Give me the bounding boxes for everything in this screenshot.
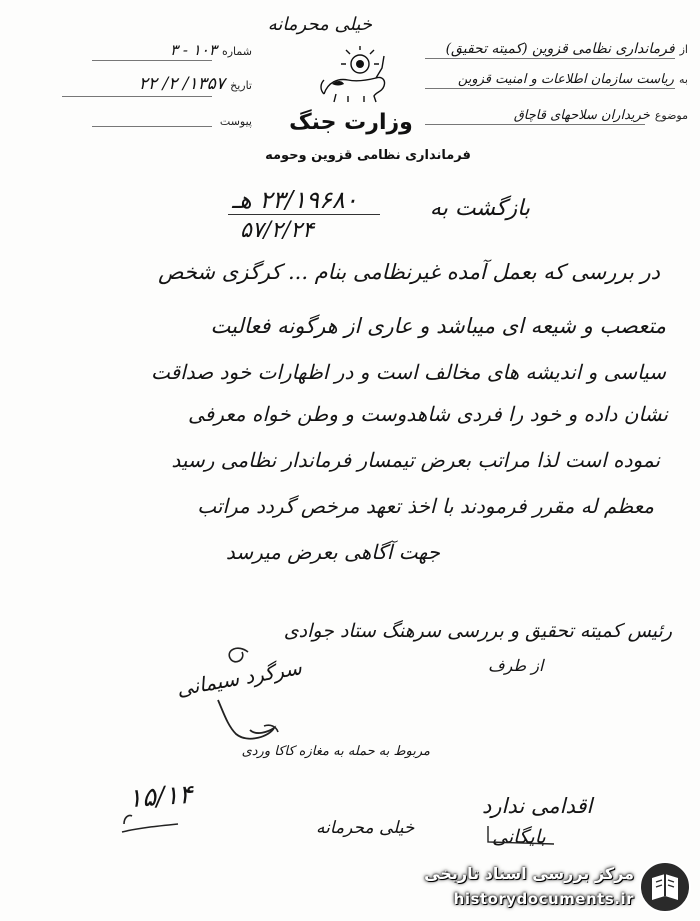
from-row	[418, 38, 688, 57]
date-row	[58, 74, 252, 94]
subject-underline	[425, 124, 645, 125]
number-value: ۱۰۳ - ۳	[170, 41, 217, 59]
ministry-title: وزارت جنگ	[289, 110, 413, 135]
body-line-5: نموده است لذا مراتب بعرض تیمسار فرماندار نظامی رسید	[171, 448, 660, 472]
lion-and-sun-emblem-icon	[318, 44, 392, 104]
left-number: ۱۵/۱۴	[127, 779, 194, 815]
closing-title-line: رئیس کمیته تحقیق و بررسی سرهنگ ستاد جوادی	[283, 620, 672, 642]
registration-date: ۵۷/۲/۲۴	[240, 218, 314, 243]
registration-number: ۲۳/۱۹۶۸۰ هـ	[232, 186, 358, 214]
top-confidential-note: خیلی محرمانه	[267, 14, 372, 35]
body-line-2: متعصب و شیعه ای میباشد و عاری از هرگونه فعالیت	[210, 314, 666, 338]
watermark-url: historydocuments.ir	[453, 890, 634, 908]
to-underline	[425, 88, 675, 89]
subject-row	[418, 104, 688, 123]
body-line-6: معظم له مقرر فرمودند با اخذ تعهد مرخص گردد مراتب	[197, 494, 654, 518]
to-value: ریاست سازمان اطلاعات و امنیت قزوین	[457, 72, 674, 87]
attachment-label: پیوست	[219, 115, 252, 128]
number-label: شماره	[221, 45, 252, 58]
number-row	[92, 40, 252, 59]
closing-signature-name: سرگرد سیمانی	[174, 655, 304, 701]
action-note-bracket-icon	[484, 820, 564, 850]
watermark	[414, 856, 696, 918]
action-note-2: بایگانی	[492, 826, 546, 848]
closing-from-line: از طرف	[488, 656, 544, 675]
body-line-3: سیاسی و اندیشه های مخالف است و در اظهارات خود صداقت	[151, 360, 666, 384]
action-note-1: اقدامی ندارد	[482, 794, 593, 818]
from-underline	[425, 58, 675, 59]
registration-reference: بازگشت به	[429, 196, 530, 221]
left-number-underline-icon	[118, 798, 228, 838]
subject-label: موضوع	[654, 109, 688, 122]
date-value: ۱۳۵۷/ ۲/ ۲۲	[138, 74, 226, 94]
body-line-7: جهت آگاهی بعرض میرسد	[225, 540, 440, 564]
bottom-confidential-note: خیلی محرمانه	[316, 818, 415, 838]
to-label: به	[679, 73, 688, 86]
to-row	[418, 68, 688, 87]
attachment-underline	[92, 126, 212, 127]
date-underline	[62, 96, 212, 97]
from-value: فرمانداری نظامی قزوین (کمیته تحقیق)	[445, 41, 675, 57]
watermark-title: مرکز بررسی اسناد تاریخی	[424, 864, 634, 883]
body-line-4: نشان داده و خود را فردی شاهدوست و وطن خواه معرفی	[187, 402, 668, 426]
filing-note: مربوط به حمله به مغازه کاکا وردی	[241, 744, 430, 759]
book-logo-icon	[638, 860, 692, 914]
date-label: تاریخ	[230, 79, 252, 92]
office-title: فرمانداری نظامی قزوین وحومه	[265, 148, 471, 163]
subject-value: خریداران سلاحهای قاچاق	[513, 108, 650, 123]
from-label: از	[679, 43, 688, 56]
body-line-1: در بررسی که بعمل آمده غیرنظامی بنام ... کرگزی شخص	[158, 260, 660, 284]
number-underline	[92, 60, 212, 61]
registration-underline	[228, 214, 380, 215]
signature-icon	[178, 640, 298, 750]
